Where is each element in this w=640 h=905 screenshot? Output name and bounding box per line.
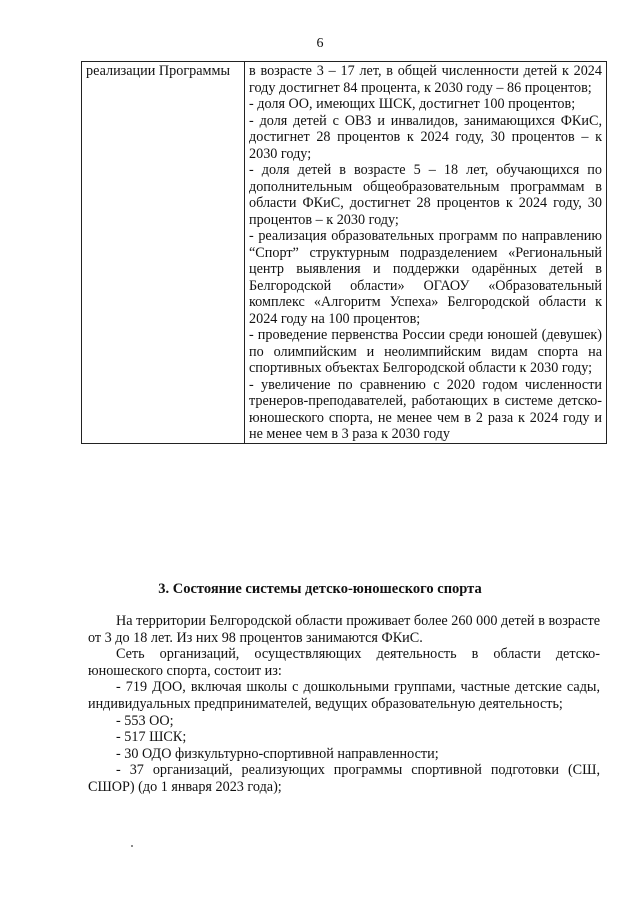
result-item: - доля детей в возрасте 5 – 18 лет, обучающихся по дополнительным общеобразовательным программам в области ФКиС, достигнет 28 процентов к 2024 году, 30 процентов – к 2030 году; — [249, 162, 602, 228]
paragraph: Сеть организаций, осуществляющих деятельность в области детско-юношеского спорта, состоит из: — [88, 646, 600, 679]
program-results-table — [81, 61, 607, 444]
scan-speck — [131, 845, 133, 847]
result-item: в возрасте 3 – 17 лет, в общей численности детей к 2024 году достигнет 84 процента, к 2030 году – 86 процентов; — [249, 63, 602, 96]
result-item: - реализация образовательных программ по направлению “Спорт” структурным подразделением «Региональный центр выявления и поддержки одарённых детей в Белгородской области» ОГАОУ «Образовательный комплекс «Алгоритм Успеха» Белгородской области к 2024 году на 100 процентов; — [249, 228, 602, 327]
result-item: - увеличение по сравнению с 2020 годом численности тренеров-преподавателей, работающих в системе детско-юношеского спорта, не менее чем в 2 раза к 2024 году и не менее чем в 3 раза к 2030 году — [249, 376, 602, 442]
list-item: - 719 ДОО, включая школы с дошкольными группами, частные детские сады, индивидуальных предпринимателей, ведущих образовательную деятельность; — [88, 679, 600, 712]
result-item: - доля ОО, имеющих ШСК, достигнет 100 процентов; — [249, 96, 576, 112]
table-cell-label: реализации Программы — [82, 62, 245, 444]
table-cell-results — [245, 62, 607, 444]
result-item: - доля детей с ОВЗ и инвалидов, занимающихся ФКиС, достигнет 28 процентов к 2024 году, 30 процентов – к 2030 году; — [249, 112, 602, 162]
result-item: - проведение первенства России среди юношей (девушек) по олимпийским и неолимпийским видам спорта на спортивных объектах Белгородской области к 2030 году; — [249, 327, 602, 376]
list-item: - 553 ОО; — [116, 712, 174, 729]
list-item: - 37 организаций, реализующих программы спортивной подготовки (СШ, СШОР) (до 1 января 2023 года); — [88, 762, 600, 795]
table-row — [82, 62, 607, 444]
section-title: 3. Состояние системы детско-юношеского спорта — [158, 581, 482, 597]
section-body — [88, 613, 600, 796]
paragraph: На территории Белгородской области проживает более 260 000 детей в возрасте от 3 до 18 лет. Из них 98 процентов занимаются ФКиС. — [88, 613, 600, 646]
list-item: - 30 ОДО физкультурно-спортивной направленности; — [116, 745, 439, 762]
list-item: - 517 ШСК; — [116, 729, 187, 746]
page-number: 6 — [316, 36, 324, 51]
